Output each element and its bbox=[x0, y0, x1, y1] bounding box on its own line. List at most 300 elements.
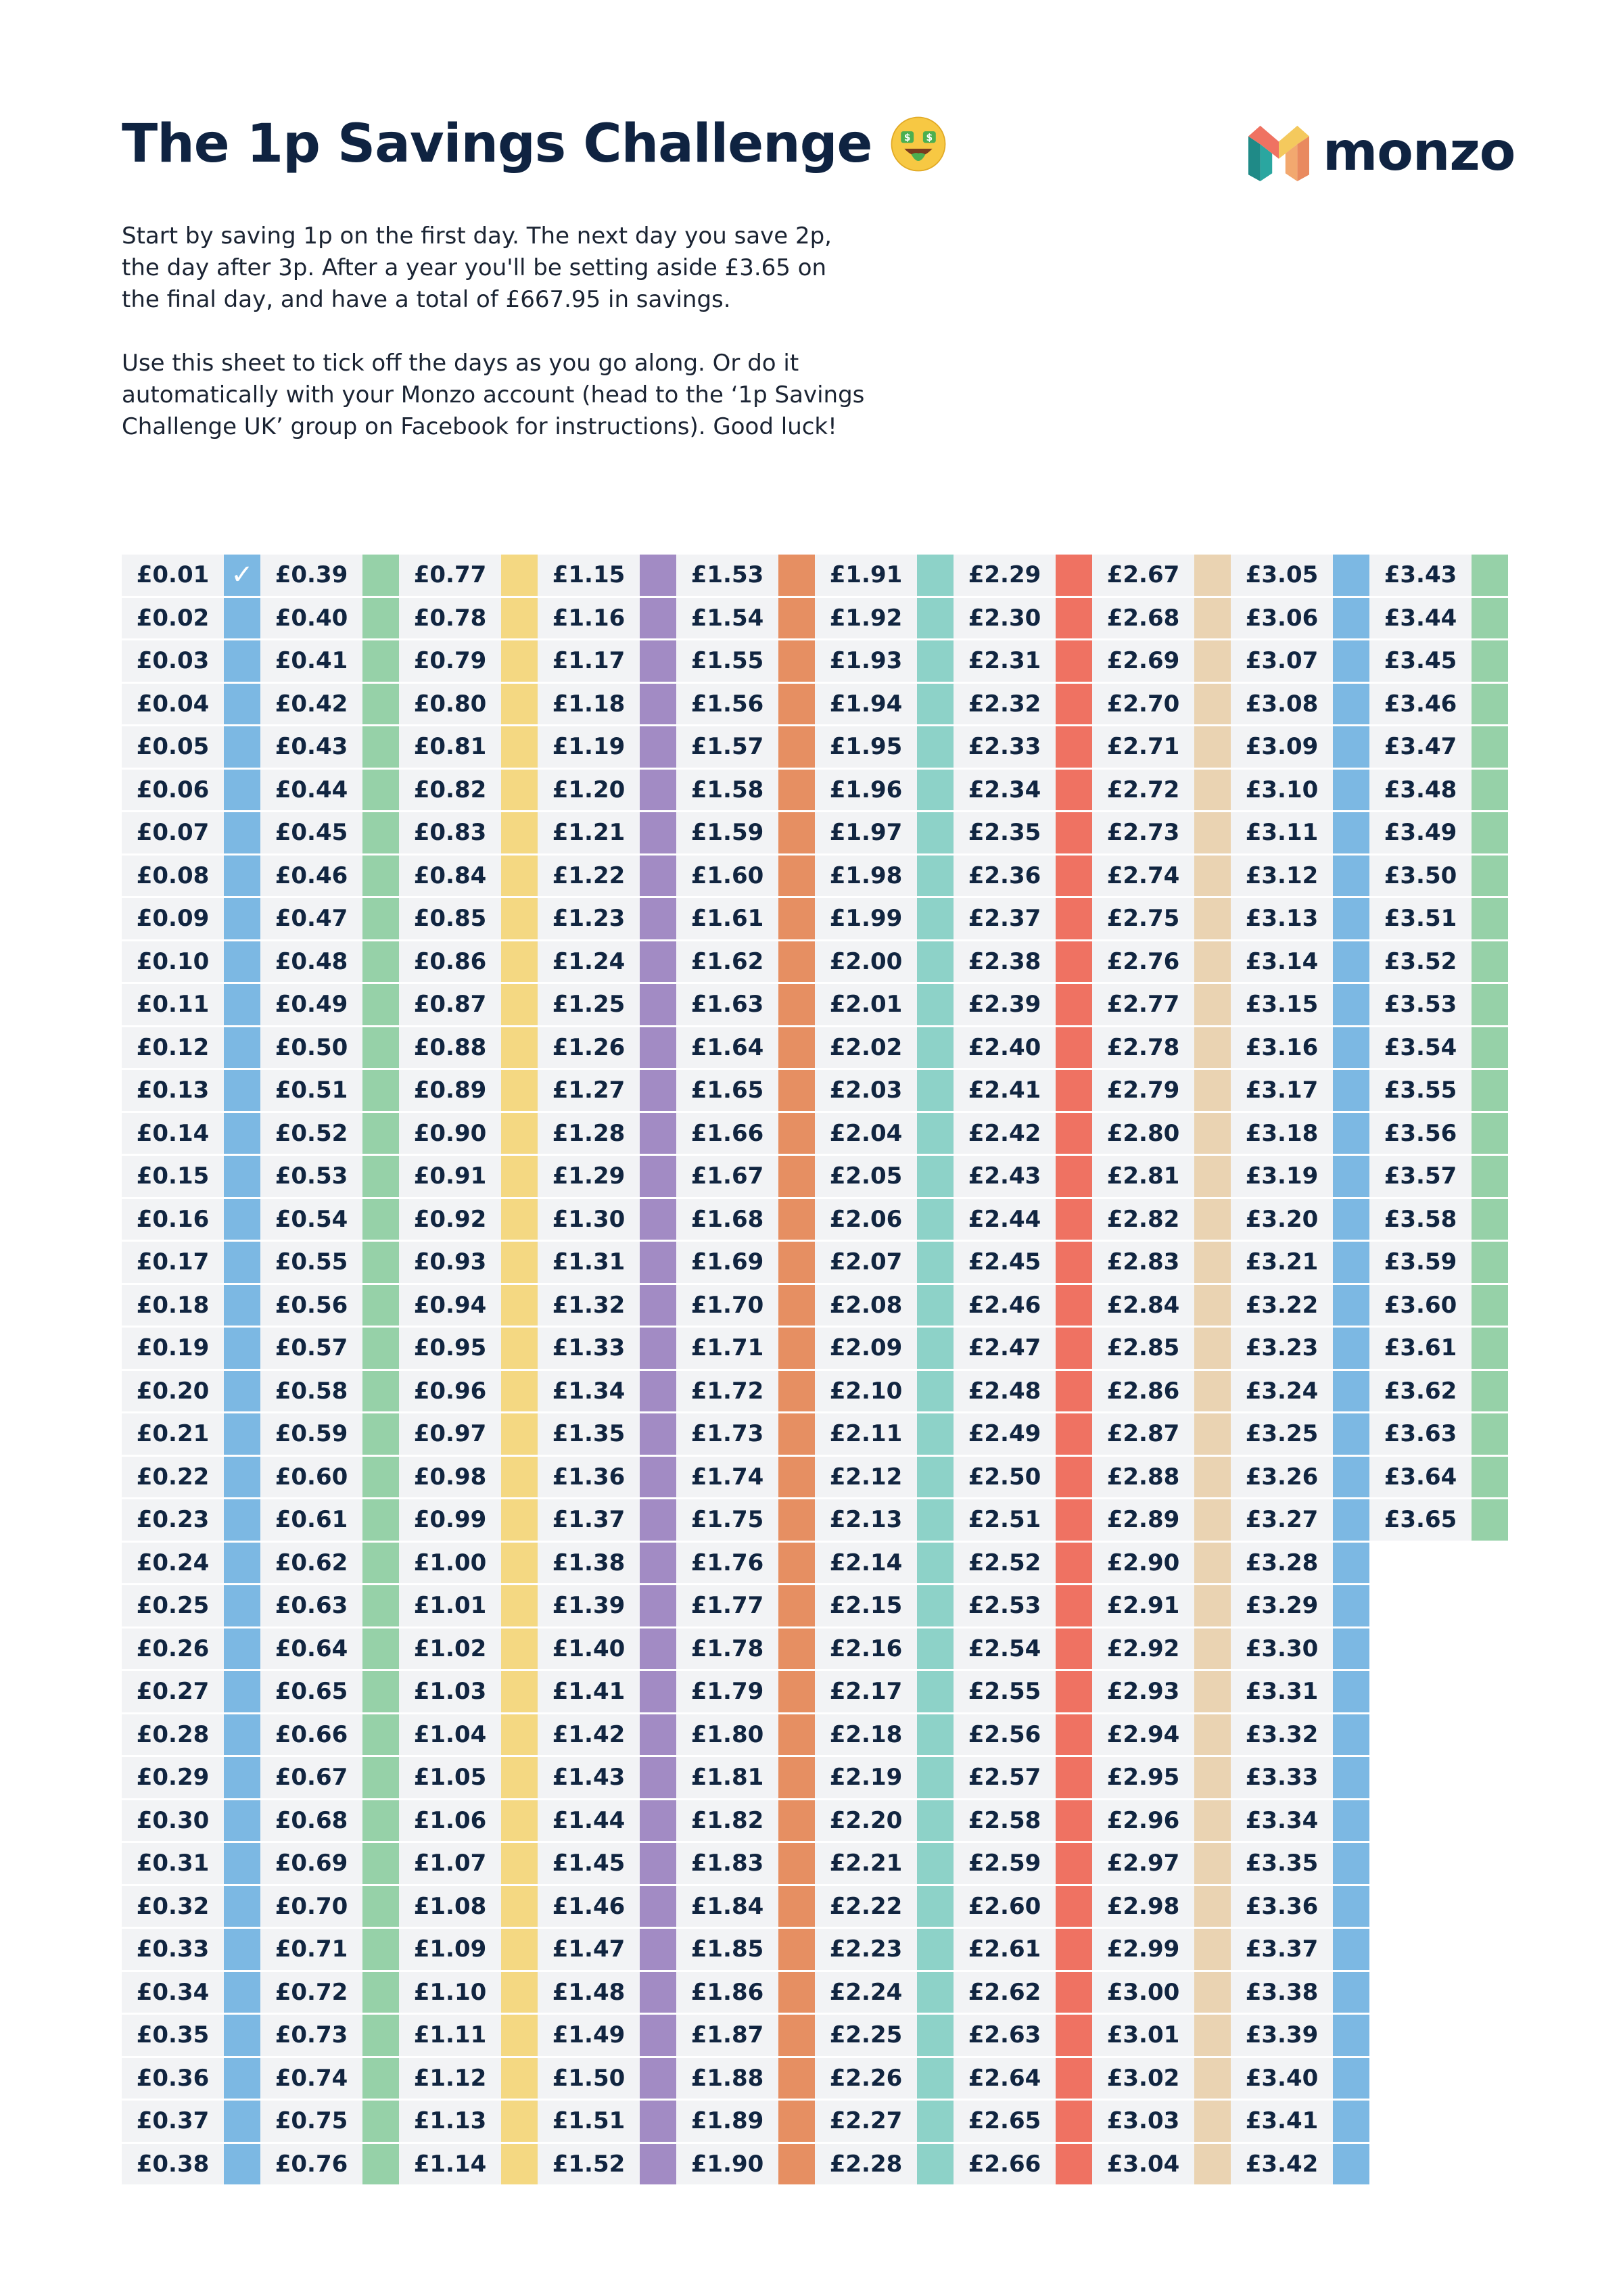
tick-box[interactable] bbox=[1194, 1242, 1231, 1285]
tick-box[interactable] bbox=[1333, 941, 1369, 985]
tick-box[interactable] bbox=[1194, 1328, 1231, 1371]
tick-box[interactable] bbox=[778, 1070, 815, 1113]
tick-box[interactable] bbox=[1056, 1886, 1092, 1929]
tick-box[interactable] bbox=[1194, 984, 1231, 1027]
tick-box[interactable] bbox=[778, 1543, 815, 1586]
tick-box[interactable] bbox=[224, 2058, 260, 2101]
tick-box[interactable] bbox=[778, 1929, 815, 1972]
tick-box[interactable] bbox=[1056, 2144, 1092, 2187]
tick-box[interactable] bbox=[1333, 555, 1369, 598]
tick-box[interactable] bbox=[224, 1413, 260, 1457]
tick-box[interactable] bbox=[362, 1714, 399, 1758]
tick-box[interactable] bbox=[640, 684, 676, 727]
tick-box[interactable] bbox=[778, 1328, 815, 1371]
tick-box[interactable] bbox=[362, 1027, 399, 1071]
tick-box[interactable] bbox=[778, 1113, 815, 1156]
tick-box[interactable] bbox=[917, 684, 954, 727]
tick-box[interactable] bbox=[1194, 1371, 1231, 1414]
tick-box[interactable] bbox=[640, 2015, 676, 2058]
tick-box[interactable] bbox=[224, 1671, 260, 1714]
tick-box[interactable] bbox=[362, 1156, 399, 1199]
tick-box[interactable] bbox=[1194, 941, 1231, 985]
tick-box[interactable] bbox=[362, 1285, 399, 1328]
tick-box[interactable] bbox=[778, 1027, 815, 1071]
tick-box[interactable] bbox=[917, 2101, 954, 2144]
tick-box[interactable] bbox=[778, 1413, 815, 1457]
tick-box[interactable] bbox=[224, 1800, 260, 1844]
tick-box[interactable] bbox=[1194, 1886, 1231, 1929]
tick-box[interactable] bbox=[224, 2144, 260, 2187]
tick-box[interactable] bbox=[501, 684, 538, 727]
tick-box[interactable] bbox=[640, 1242, 676, 1285]
tick-box[interactable] bbox=[640, 1199, 676, 1242]
tick-box[interactable] bbox=[640, 941, 676, 985]
tick-box[interactable] bbox=[501, 1543, 538, 1586]
tick-box[interactable] bbox=[501, 2144, 538, 2187]
tick-box[interactable] bbox=[1472, 1242, 1508, 1285]
tick-box[interactable] bbox=[1194, 1285, 1231, 1328]
tick-box[interactable] bbox=[1333, 856, 1369, 899]
tick-box[interactable] bbox=[1194, 898, 1231, 941]
tick-box[interactable] bbox=[917, 1070, 954, 1113]
tick-box[interactable] bbox=[224, 1714, 260, 1758]
tick-box[interactable] bbox=[362, 1757, 399, 1800]
tick-box[interactable] bbox=[917, 1199, 954, 1242]
tick-box[interactable] bbox=[501, 1843, 538, 1886]
tick-box[interactable] bbox=[917, 1629, 954, 1672]
tick-box[interactable] bbox=[362, 856, 399, 899]
tick-box[interactable] bbox=[224, 684, 260, 727]
tick-box[interactable] bbox=[1056, 770, 1092, 813]
tick-box[interactable] bbox=[640, 1585, 676, 1629]
tick-box[interactable] bbox=[501, 1499, 538, 1543]
tick-box[interactable] bbox=[640, 856, 676, 899]
tick-box[interactable] bbox=[1333, 770, 1369, 813]
tick-box[interactable] bbox=[640, 1371, 676, 1414]
tick-box[interactable] bbox=[1194, 1585, 1231, 1629]
tick-box[interactable] bbox=[501, 1199, 538, 1242]
tick-box[interactable] bbox=[362, 2101, 399, 2144]
tick-box[interactable] bbox=[1333, 1457, 1369, 1500]
tick-box[interactable] bbox=[224, 856, 260, 899]
tick-box[interactable] bbox=[501, 1242, 538, 1285]
tick-box[interactable] bbox=[224, 1543, 260, 1586]
tick-box[interactable] bbox=[1333, 1070, 1369, 1113]
tick-box[interactable] bbox=[640, 1113, 676, 1156]
tick-box[interactable] bbox=[1333, 1199, 1369, 1242]
tick-box[interactable] bbox=[1056, 1800, 1092, 1844]
tick-box[interactable] bbox=[917, 1714, 954, 1758]
tick-box[interactable] bbox=[1333, 1113, 1369, 1156]
tick-box[interactable] bbox=[501, 1285, 538, 1328]
tick-box[interactable] bbox=[1194, 812, 1231, 856]
tick-box[interactable] bbox=[640, 1457, 676, 1500]
tick-box[interactable] bbox=[501, 1671, 538, 1714]
tick-box[interactable] bbox=[917, 898, 954, 941]
tick-box[interactable] bbox=[1194, 726, 1231, 770]
tick-box[interactable] bbox=[640, 1843, 676, 1886]
tick-box[interactable] bbox=[1472, 598, 1508, 641]
tick-box[interactable] bbox=[362, 726, 399, 770]
tick-box[interactable] bbox=[1056, 640, 1092, 684]
tick-box[interactable] bbox=[778, 598, 815, 641]
tick-box[interactable] bbox=[224, 941, 260, 985]
tick-box[interactable] bbox=[1194, 1543, 1231, 1586]
tick-box[interactable] bbox=[640, 1886, 676, 1929]
tick-box[interactable] bbox=[778, 1671, 815, 1714]
tick-box[interactable] bbox=[501, 598, 538, 641]
tick-box[interactable] bbox=[1333, 1371, 1369, 1414]
tick-box[interactable] bbox=[778, 1972, 815, 2015]
tick-box[interactable] bbox=[224, 1499, 260, 1543]
tick-box[interactable] bbox=[1056, 1714, 1092, 1758]
tick-box[interactable] bbox=[362, 1457, 399, 1500]
tick-box[interactable] bbox=[362, 1671, 399, 1714]
tick-box[interactable] bbox=[1333, 1629, 1369, 1672]
tick-box[interactable] bbox=[1472, 812, 1508, 856]
tick-box[interactable] bbox=[917, 1757, 954, 1800]
tick-box[interactable] bbox=[1472, 1413, 1508, 1457]
tick-box[interactable] bbox=[501, 770, 538, 813]
tick-box[interactable] bbox=[640, 812, 676, 856]
tick-box[interactable] bbox=[1056, 941, 1092, 985]
tick-box[interactable] bbox=[224, 1757, 260, 1800]
tick-box[interactable] bbox=[640, 1499, 676, 1543]
tick-box[interactable] bbox=[224, 1371, 260, 1414]
tick-box[interactable] bbox=[501, 1886, 538, 1929]
tick-box[interactable] bbox=[1194, 770, 1231, 813]
tick-box[interactable] bbox=[501, 1070, 538, 1113]
tick-box[interactable] bbox=[640, 1413, 676, 1457]
tick-box[interactable] bbox=[362, 941, 399, 985]
tick-box[interactable] bbox=[1333, 898, 1369, 941]
tick-box[interactable] bbox=[362, 1843, 399, 1886]
tick-box[interactable] bbox=[1056, 1457, 1092, 1500]
tick-box[interactable] bbox=[640, 984, 676, 1027]
tick-box[interactable] bbox=[1056, 1671, 1092, 1714]
tick-box[interactable] bbox=[640, 2144, 676, 2187]
tick-box[interactable] bbox=[917, 1285, 954, 1328]
tick-box[interactable] bbox=[778, 2101, 815, 2144]
tick-box[interactable] bbox=[224, 812, 260, 856]
tick-box[interactable] bbox=[778, 1714, 815, 1758]
tick-box[interactable] bbox=[224, 984, 260, 1027]
tick-box[interactable] bbox=[1056, 1499, 1092, 1543]
tick-box[interactable] bbox=[640, 1671, 676, 1714]
tick-box[interactable] bbox=[917, 1242, 954, 1285]
tick-box[interactable] bbox=[362, 555, 399, 598]
tick-box[interactable] bbox=[1056, 1757, 1092, 1800]
tick-box[interactable] bbox=[917, 1371, 954, 1414]
tick-box[interactable] bbox=[224, 726, 260, 770]
tick-box[interactable] bbox=[778, 812, 815, 856]
tick-box[interactable] bbox=[917, 598, 954, 641]
tick-box[interactable] bbox=[1056, 1929, 1092, 1972]
tick-box[interactable] bbox=[501, 1929, 538, 1972]
tick-box[interactable] bbox=[1056, 1285, 1092, 1328]
tick-box[interactable] bbox=[640, 2101, 676, 2144]
tick-box[interactable] bbox=[224, 598, 260, 641]
tick-box[interactable] bbox=[640, 598, 676, 641]
tick-box[interactable] bbox=[501, 1457, 538, 1500]
tick-box[interactable] bbox=[1333, 1671, 1369, 1714]
tick-box[interactable] bbox=[1333, 1800, 1369, 1844]
tick-box[interactable] bbox=[778, 640, 815, 684]
tick-box[interactable] bbox=[917, 1585, 954, 1629]
tick-box[interactable] bbox=[778, 1585, 815, 1629]
tick-box[interactable] bbox=[1333, 2144, 1369, 2187]
tick-box[interactable] bbox=[778, 1886, 815, 1929]
tick-box[interactable] bbox=[224, 1929, 260, 1972]
tick-box[interactable] bbox=[917, 1328, 954, 1371]
tick-box[interactable] bbox=[778, 1629, 815, 1672]
tick-box[interactable] bbox=[1194, 2144, 1231, 2187]
tick-box[interactable] bbox=[917, 726, 954, 770]
tick-box[interactable] bbox=[1472, 1113, 1508, 1156]
tick-box[interactable] bbox=[362, 684, 399, 727]
tick-box[interactable] bbox=[362, 1585, 399, 1629]
tick-box[interactable] bbox=[224, 770, 260, 813]
tick-box[interactable] bbox=[917, 1671, 954, 1714]
tick-box[interactable] bbox=[362, 812, 399, 856]
tick-box[interactable] bbox=[917, 1800, 954, 1844]
tick-box[interactable] bbox=[362, 2144, 399, 2187]
tick-box[interactable] bbox=[501, 1371, 538, 1414]
tick-box[interactable] bbox=[1472, 1070, 1508, 1113]
tick-box[interactable] bbox=[1194, 1070, 1231, 1113]
tick-box[interactable] bbox=[362, 770, 399, 813]
tick-box[interactable] bbox=[917, 1413, 954, 1457]
tick-box[interactable] bbox=[1333, 1714, 1369, 1758]
tick-box[interactable] bbox=[640, 1328, 676, 1371]
tick-box[interactable] bbox=[224, 2101, 260, 2144]
tick-box[interactable] bbox=[362, 1070, 399, 1113]
tick-box[interactable] bbox=[1056, 555, 1092, 598]
tick-box[interactable] bbox=[501, 726, 538, 770]
tick-box[interactable] bbox=[1056, 1156, 1092, 1199]
tick-box[interactable] bbox=[1194, 1027, 1231, 1071]
tick-box[interactable] bbox=[1194, 1113, 1231, 1156]
tick-box[interactable] bbox=[917, 1113, 954, 1156]
tick-box[interactable] bbox=[1333, 2015, 1369, 2058]
tick-box[interactable] bbox=[1333, 1413, 1369, 1457]
tick-box[interactable] bbox=[501, 812, 538, 856]
tick-box[interactable] bbox=[1472, 1027, 1508, 1071]
tick-box[interactable] bbox=[1472, 684, 1508, 727]
tick-box[interactable] bbox=[1472, 1156, 1508, 1199]
tick-box[interactable] bbox=[1333, 598, 1369, 641]
tick-box[interactable] bbox=[1056, 812, 1092, 856]
tick-box[interactable] bbox=[1472, 770, 1508, 813]
tick-box[interactable] bbox=[917, 2058, 954, 2101]
tick-box[interactable] bbox=[362, 984, 399, 1027]
tick-box[interactable] bbox=[362, 1242, 399, 1285]
tick-box[interactable] bbox=[1472, 984, 1508, 1027]
tick-box[interactable] bbox=[778, 856, 815, 899]
tick-box[interactable] bbox=[224, 1199, 260, 1242]
tick-box[interactable] bbox=[640, 1757, 676, 1800]
tick-box[interactable] bbox=[362, 1629, 399, 1672]
tick-box[interactable] bbox=[640, 1714, 676, 1758]
tick-box[interactable] bbox=[362, 1328, 399, 1371]
tick-box[interactable] bbox=[1333, 684, 1369, 727]
tick-box[interactable] bbox=[501, 1413, 538, 1457]
tick-box[interactable] bbox=[1056, 726, 1092, 770]
tick-box[interactable] bbox=[778, 1242, 815, 1285]
tick-box[interactable] bbox=[362, 2058, 399, 2101]
tick-box[interactable] bbox=[778, 898, 815, 941]
tick-box[interactable] bbox=[640, 1929, 676, 1972]
tick-box[interactable] bbox=[640, 1156, 676, 1199]
tick-box[interactable] bbox=[362, 1413, 399, 1457]
tick-box[interactable] bbox=[362, 2015, 399, 2058]
tick-box[interactable] bbox=[1056, 1585, 1092, 1629]
tick-box[interactable] bbox=[1333, 812, 1369, 856]
tick-box[interactable] bbox=[1194, 1413, 1231, 1457]
tick-box[interactable] bbox=[1333, 2101, 1369, 2144]
tick-box[interactable] bbox=[501, 898, 538, 941]
tick-box[interactable] bbox=[1472, 1457, 1508, 1500]
tick-box[interactable] bbox=[917, 984, 954, 1027]
tick-box[interactable] bbox=[1194, 555, 1231, 598]
tick-box[interactable] bbox=[1472, 726, 1508, 770]
tick-box[interactable] bbox=[501, 1629, 538, 1672]
tick-box[interactable] bbox=[1472, 856, 1508, 899]
tick-box[interactable] bbox=[362, 1543, 399, 1586]
tick-box[interactable] bbox=[501, 1972, 538, 2015]
tick-box[interactable] bbox=[224, 1156, 260, 1199]
tick-box[interactable] bbox=[1056, 1843, 1092, 1886]
tick-box[interactable] bbox=[917, 812, 954, 856]
tick-box[interactable] bbox=[224, 555, 260, 598]
tick-box[interactable] bbox=[778, 1757, 815, 1800]
tick-box[interactable] bbox=[1056, 1629, 1092, 1672]
tick-box[interactable] bbox=[224, 1113, 260, 1156]
tick-box[interactable] bbox=[1056, 1027, 1092, 1071]
tick-box[interactable] bbox=[917, 1156, 954, 1199]
tick-box[interactable] bbox=[501, 1113, 538, 1156]
tick-box[interactable] bbox=[640, 1972, 676, 2015]
tick-box[interactable] bbox=[778, 941, 815, 985]
tick-box[interactable] bbox=[1333, 726, 1369, 770]
tick-box[interactable] bbox=[778, 1156, 815, 1199]
tick-box[interactable] bbox=[1056, 684, 1092, 727]
tick-box[interactable] bbox=[640, 1285, 676, 1328]
tick-box[interactable] bbox=[1194, 1671, 1231, 1714]
tick-box[interactable] bbox=[1194, 598, 1231, 641]
tick-box[interactable] bbox=[778, 2058, 815, 2101]
tick-box[interactable] bbox=[1194, 1457, 1231, 1500]
tick-box[interactable] bbox=[1333, 2058, 1369, 2101]
tick-box[interactable] bbox=[640, 1800, 676, 1844]
tick-box[interactable] bbox=[1056, 856, 1092, 899]
tick-box[interactable] bbox=[917, 770, 954, 813]
tick-box[interactable] bbox=[778, 1199, 815, 1242]
tick-box[interactable] bbox=[778, 1499, 815, 1543]
tick-box[interactable] bbox=[1194, 1972, 1231, 2015]
tick-box[interactable] bbox=[917, 1929, 954, 1972]
tick-box[interactable] bbox=[640, 726, 676, 770]
tick-box[interactable] bbox=[917, 640, 954, 684]
tick-box[interactable] bbox=[1194, 640, 1231, 684]
tick-box[interactable] bbox=[778, 1843, 815, 1886]
tick-box[interactable] bbox=[778, 684, 815, 727]
tick-box[interactable] bbox=[1194, 1156, 1231, 1199]
tick-box[interactable] bbox=[1333, 1972, 1369, 2015]
tick-box[interactable] bbox=[1194, 1800, 1231, 1844]
tick-box[interactable] bbox=[501, 1328, 538, 1371]
tick-box[interactable] bbox=[1472, 1285, 1508, 1328]
tick-box[interactable] bbox=[501, 555, 538, 598]
tick-box[interactable] bbox=[917, 1972, 954, 2015]
tick-box[interactable] bbox=[778, 726, 815, 770]
tick-box[interactable] bbox=[501, 2015, 538, 2058]
tick-box[interactable] bbox=[917, 856, 954, 899]
tick-box[interactable] bbox=[1194, 1929, 1231, 1972]
tick-box[interactable] bbox=[1333, 1242, 1369, 1285]
tick-box[interactable] bbox=[501, 1156, 538, 1199]
tick-box[interactable] bbox=[778, 984, 815, 1027]
tick-box[interactable] bbox=[917, 1499, 954, 1543]
tick-box[interactable] bbox=[1194, 1199, 1231, 1242]
tick-box[interactable] bbox=[917, 2144, 954, 2187]
tick-box[interactable] bbox=[640, 898, 676, 941]
tick-box[interactable] bbox=[224, 1886, 260, 1929]
tick-box[interactable] bbox=[501, 1714, 538, 1758]
tick-box[interactable] bbox=[362, 1800, 399, 1844]
tick-box[interactable] bbox=[501, 2058, 538, 2101]
tick-box[interactable] bbox=[1056, 1328, 1092, 1371]
tick-box[interactable] bbox=[1472, 555, 1508, 598]
tick-box[interactable] bbox=[1194, 2058, 1231, 2101]
tick-box[interactable] bbox=[1333, 1886, 1369, 1929]
tick-box[interactable] bbox=[1056, 2101, 1092, 2144]
tick-box[interactable] bbox=[778, 2144, 815, 2187]
tick-box[interactable] bbox=[1333, 1843, 1369, 1886]
tick-box[interactable] bbox=[1194, 1499, 1231, 1543]
tick-box[interactable] bbox=[501, 856, 538, 899]
tick-box[interactable] bbox=[1056, 1972, 1092, 2015]
tick-box[interactable] bbox=[778, 1371, 815, 1414]
tick-box[interactable] bbox=[1056, 1113, 1092, 1156]
tick-box[interactable] bbox=[362, 640, 399, 684]
tick-box[interactable] bbox=[778, 770, 815, 813]
tick-box[interactable] bbox=[778, 1457, 815, 1500]
tick-box[interactable] bbox=[1194, 1714, 1231, 1758]
tick-box[interactable] bbox=[778, 2015, 815, 2058]
tick-box[interactable] bbox=[1056, 1543, 1092, 1586]
tick-box[interactable] bbox=[224, 1457, 260, 1500]
tick-box[interactable] bbox=[1333, 1285, 1369, 1328]
tick-box[interactable] bbox=[224, 1972, 260, 2015]
tick-box[interactable] bbox=[362, 1929, 399, 1972]
tick-box[interactable] bbox=[501, 640, 538, 684]
tick-box[interactable] bbox=[362, 1972, 399, 2015]
tick-box[interactable] bbox=[362, 898, 399, 941]
tick-box[interactable] bbox=[1056, 1199, 1092, 1242]
tick-box[interactable] bbox=[224, 640, 260, 684]
tick-box[interactable] bbox=[501, 1757, 538, 1800]
tick-box[interactable] bbox=[640, 2058, 676, 2101]
tick-box[interactable] bbox=[1056, 2058, 1092, 2101]
tick-box[interactable] bbox=[640, 1027, 676, 1071]
tick-box[interactable] bbox=[1472, 941, 1508, 985]
tick-box[interactable] bbox=[1333, 1585, 1369, 1629]
tick-box[interactable] bbox=[362, 598, 399, 641]
tick-box[interactable] bbox=[224, 1843, 260, 1886]
tick-box[interactable] bbox=[501, 984, 538, 1027]
tick-box[interactable] bbox=[362, 1199, 399, 1242]
